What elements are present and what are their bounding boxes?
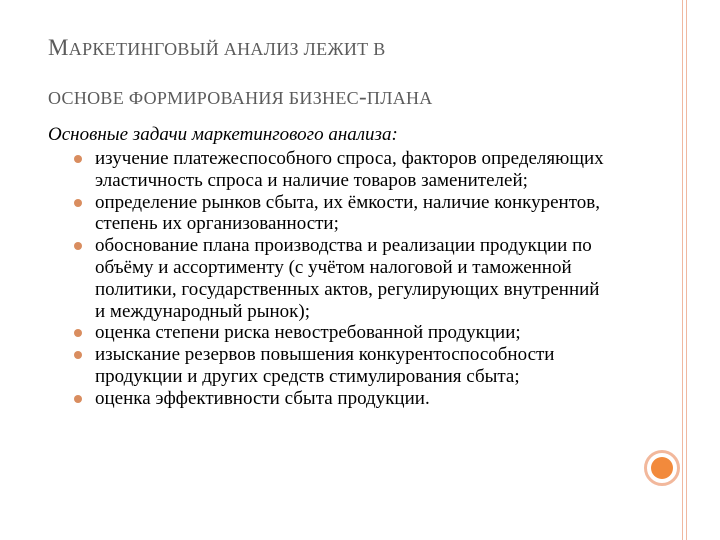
slide-title [48,24,628,122]
list-item: оценка эффективности сбыта продукции. [74,388,614,410]
bullet-icon [74,395,82,403]
list-item: определение рынков сбыта, их ёмкости, наличие конкурентов, степень их организованности; [74,192,614,236]
list-item: обоснование плана производства и реализации продукции по объёму и ассортименту (с учётом налоговой и таможенной политики, государственных актов, регулирующих внутренний и международный рынок); [74,235,614,322]
subheading: Основные задачи маркетингового анализа: [48,124,398,145]
title-line-1: МАРКЕТИНГОВЫЙ АНАЛИЗ ЛЕЖИТ В [48,35,386,60]
decorative-circle-icon [644,450,680,486]
list-item: изыскание резервов повышения конкурентоспособности продукции и других средств стимулирования сбыта; [74,344,614,388]
bullet-list [74,148,614,410]
list-item: изучение платежеспособного спроса, факторов определяющих эластичность спроса и наличие товаров заменителей; [74,148,614,192]
decorative-side-line [686,0,687,540]
list-item: оценка степени риска невостребованной продукции; [74,322,614,344]
decorative-side-line [682,0,683,540]
bullet-icon [74,329,82,337]
title-line-2: ОСНОВЕ ФОРМИРОВАНИЯ БИЗНЕС-ПЛАНА [48,84,433,109]
bullet-icon [74,242,82,250]
bullet-icon [74,199,82,207]
bullet-icon [74,351,82,359]
bullet-icon [74,155,82,163]
decorative-circle-fill [651,457,673,479]
